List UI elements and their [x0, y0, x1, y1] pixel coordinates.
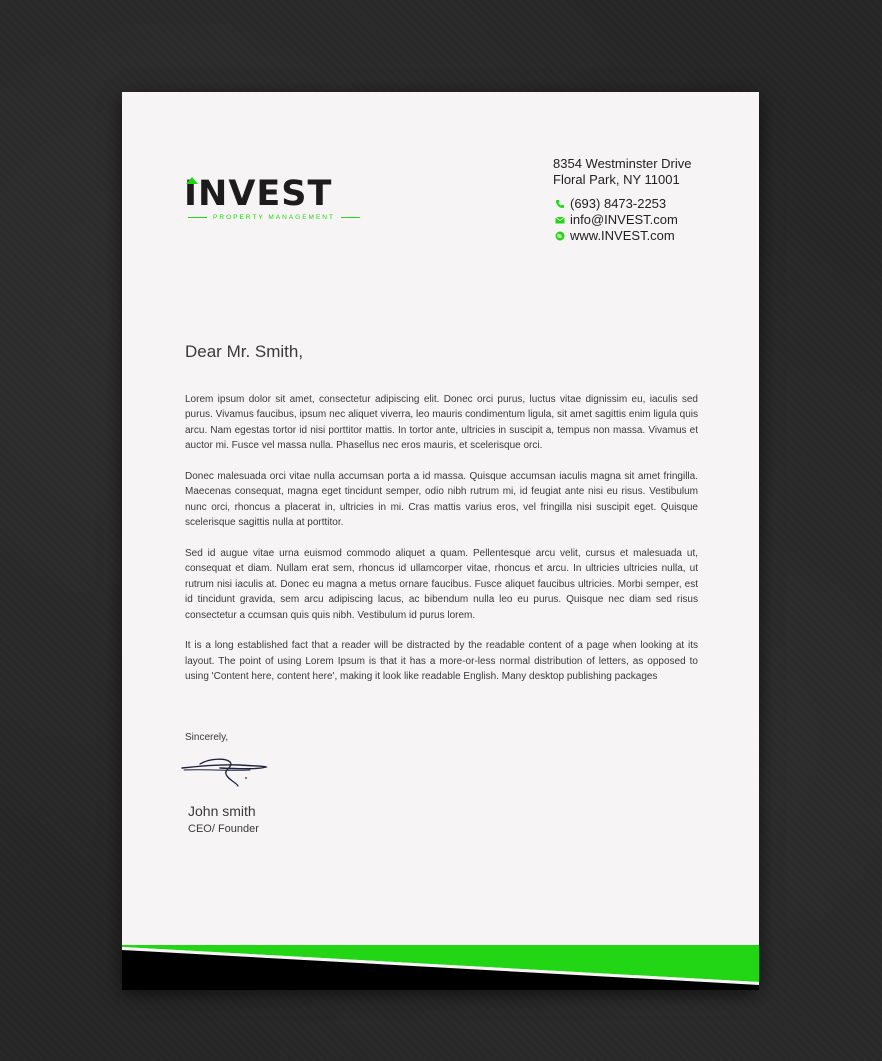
signer-title: CEO/ Founder	[188, 823, 259, 835]
contact-email	[555, 212, 678, 228]
body-paragraph-3: Sed id augue vitae urna euismod commodo aliquet a quam. Pellentesque arcu velit, cursus et malesuada ut, consequat et diam. Nullam erat sem, rhoncus id ullamcorper vitae, rhoncus et arcu. In ultricies ultricies nulla, ut rutrum nisi iaculis at. Donec eu magna a metus ornare faucibus. Fusce aliquet faucibus ultricies. Morbi semper, est id tincidunt gravida, sem arcu adipiscing lacus, ac bibendum nulla leo eu purus. Quisque nec diam sed risus consectetur a ccumsan quis quis nibh. Vestibulum id purus lorem.	[185, 548, 698, 621]
signer-name: John smith	[188, 803, 256, 819]
company-address	[553, 156, 691, 188]
globe-icon	[555, 231, 565, 241]
handwritten-signature	[180, 752, 270, 792]
letter-greeting: Dear Mr. Smith,	[185, 342, 304, 361]
logo-tagline-row	[188, 214, 360, 221]
letter-closing: Sincerely,	[185, 732, 229, 743]
phone-number: (693) 8473-2253	[570, 196, 667, 211]
body-paragraph-2: Donec malesuada orci vitae nulla accumsan porta a id massa. Quisque accumsan iaculis magna sit amet fringilla. Maecenas consequat, magna eget tincidunt semper, odio nibh rutrum mi, id feugiat ante nisi eu risus. Vestibulum nunc orci, rhoncus a placerat in, ultricies in mi. Cras mattis varius eros, vel fringilla nisi suscipit eget. Quisque scelerisque sagittis nulla at porttitor.	[185, 471, 698, 529]
logo-roof-icon	[186, 177, 198, 184]
logo-tagline: PROPERTY MANAGEMENT	[213, 214, 335, 221]
contact-website	[555, 228, 678, 244]
mail-icon	[555, 215, 565, 225]
contact-phone	[555, 196, 678, 212]
contact-block	[555, 196, 678, 244]
footer-stripe	[122, 942, 759, 990]
address-line-2: Floral Park, NY 11001	[553, 172, 680, 187]
letter-body	[185, 392, 698, 700]
logo-tagline-line-right	[341, 217, 360, 218]
website-url: www.INVEST.com	[570, 228, 675, 243]
logo-tagline-line-left	[188, 217, 207, 218]
email-address: info@INVEST.com	[570, 212, 678, 227]
company-logo	[184, 176, 364, 226]
body-paragraph-1: Lorem ipsum dolor sit amet, consectetur adipiscing elit. Donec orci purus, luctus vitae dignissim eu, iaculis sed purus. Vivamus faucibus, ipsum nec aliquet viverra, leo mauris condimentum ligula, sit amet sagittis enim ligula quis arcu. Nam egestas tortor id nisi porttitor mattis. In tortor ante, ultricies in suscipit a, tempus non massa. Vivamus et auctor mi. Fusce vel massa nulla. Phasellus nec eros mauris, et scelerisque orci.	[185, 394, 698, 452]
body-paragraph-4: It is a long established fact that a reader will be distracted by the readable content of a page when looking at its layout. The point of using Lorem Ipsum is that it has a more-or-less normal distribution of letters, as opposed to using 'Content here, content here', making it look like readable English. Many desktop publishing packages	[185, 640, 698, 683]
address-line-1: 8354 Westminster Drive	[553, 156, 692, 171]
letterhead-paper	[122, 92, 759, 990]
phone-icon	[555, 199, 565, 209]
logo-wordmark: INVEST	[184, 174, 333, 214]
